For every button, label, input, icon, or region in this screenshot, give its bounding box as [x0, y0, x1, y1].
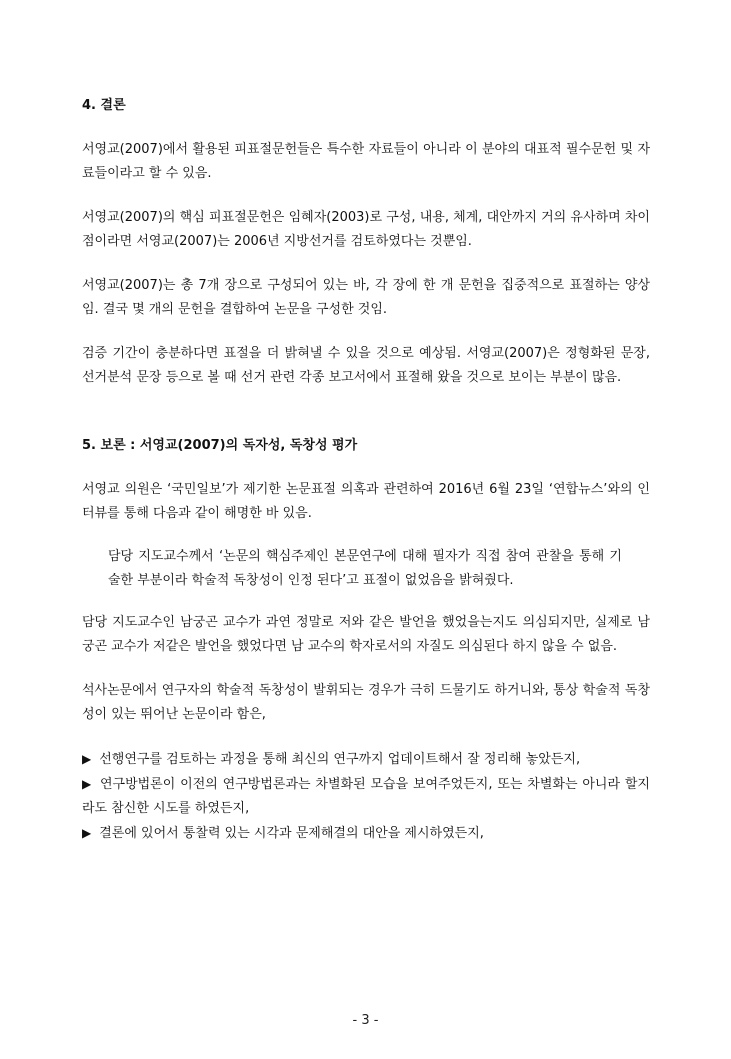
paragraph: 서영교(2007)에서 활용된 피표절문헌들은 특수한 자료들이 아니라 이 분야의 대표적 필수문헌 및 자료들이라고 할 수 있음.: [82, 142, 650, 181]
bullet-text: 연구방법론이 이전의 연구방법론과는 차별화된 모습을 보여주었든지, 또는 차별화는 아니라 할지라도 참신한 시도를 하였든지,: [82, 777, 650, 816]
triangle-bullet-icon: ▶: [82, 826, 92, 840]
bullet-item: [82, 821, 650, 846]
paragraph: 서영교 의원은 ‘국민일보’가 제기한 논문표절 의혹과 관련하여 2016년 6월 23일 ‘연합뉴스’와의 인터뷰를 통해 다음과 같이 해명한 바 있음.: [82, 482, 650, 521]
bullet-item: [82, 747, 650, 772]
paragraph: 담당 지도교수인 남궁곤 교수가 과연 정말로 저와 같은 발언을 했었을는지도 의심되지만, 실제로 남궁곤 교수가 저같은 발언을 했었다면 남 교수의 학자로서의 자질도 의심된다 하지 않을 수 없음.: [82, 615, 650, 654]
page-number: - 3 -: [352, 1013, 379, 1028]
paragraph: 검증 기간이 충분하다면 표절을 더 밝혀낼 수 있을 것으로 예상됨. 서영교(2007)은 정형화된 문장, 선거분석 문장 등으로 볼 때 선거 관련 각종 보고서에서 표절해 왔을 것으로 보이는 부분이 많음.: [82, 346, 650, 385]
bullet-text: 결론에 있어서 통찰력 있는 시각과 문제해결의 대안을 제시하였든지,: [99, 826, 484, 841]
block-quote: 담당 지도교수께서 ‘논문의 핵심주제인 본문연구에 대해 필자가 직접 참여 관찰을 통해 기술한 부분이라 학술적 독창성이 인정 된다’고 표절이 없었음을 밝혀줬다.: [108, 549, 622, 588]
section-5-heading: 5. 보론 : 서영교(2007)의 독자성, 독창성 평가: [82, 438, 358, 453]
document-page: [82, 92, 650, 846]
bullet-text: 선행연구를 검토하는 과정을 통해 최신의 연구까지 업데이트해서 잘 정리해 놓았든지,: [99, 752, 581, 767]
triangle-bullet-icon: ▶: [82, 777, 92, 791]
triangle-bullet-icon: ▶: [82, 752, 92, 766]
paragraph: 서영교(2007)의 핵심 피표절문헌은 임혜자(2003)로 구성, 내용, 체계, 대안까지 거의 유사하며 차이점이라면 서영교(2007)는 2006년 지방선거를 검토하였다는 것뿐임.: [82, 210, 650, 249]
section-4-heading: 4. 결론: [82, 98, 126, 113]
bullet-item: [82, 772, 650, 821]
paragraph: 석사논문에서 연구자의 학술적 독창성이 발휘되는 경우가 극히 드물기도 하거니와, 통상 학술적 독창성이 있는 뛰어난 논문이라 함은,: [82, 683, 650, 722]
paragraph: 서영교(2007)는 총 7개 장으로 구성되어 있는 바, 각 장에 한 개 문헌을 집중적으로 표절하는 양상임. 결국 몇 개의 문헌을 결합하여 논문을 구성한 것임.: [82, 278, 650, 317]
